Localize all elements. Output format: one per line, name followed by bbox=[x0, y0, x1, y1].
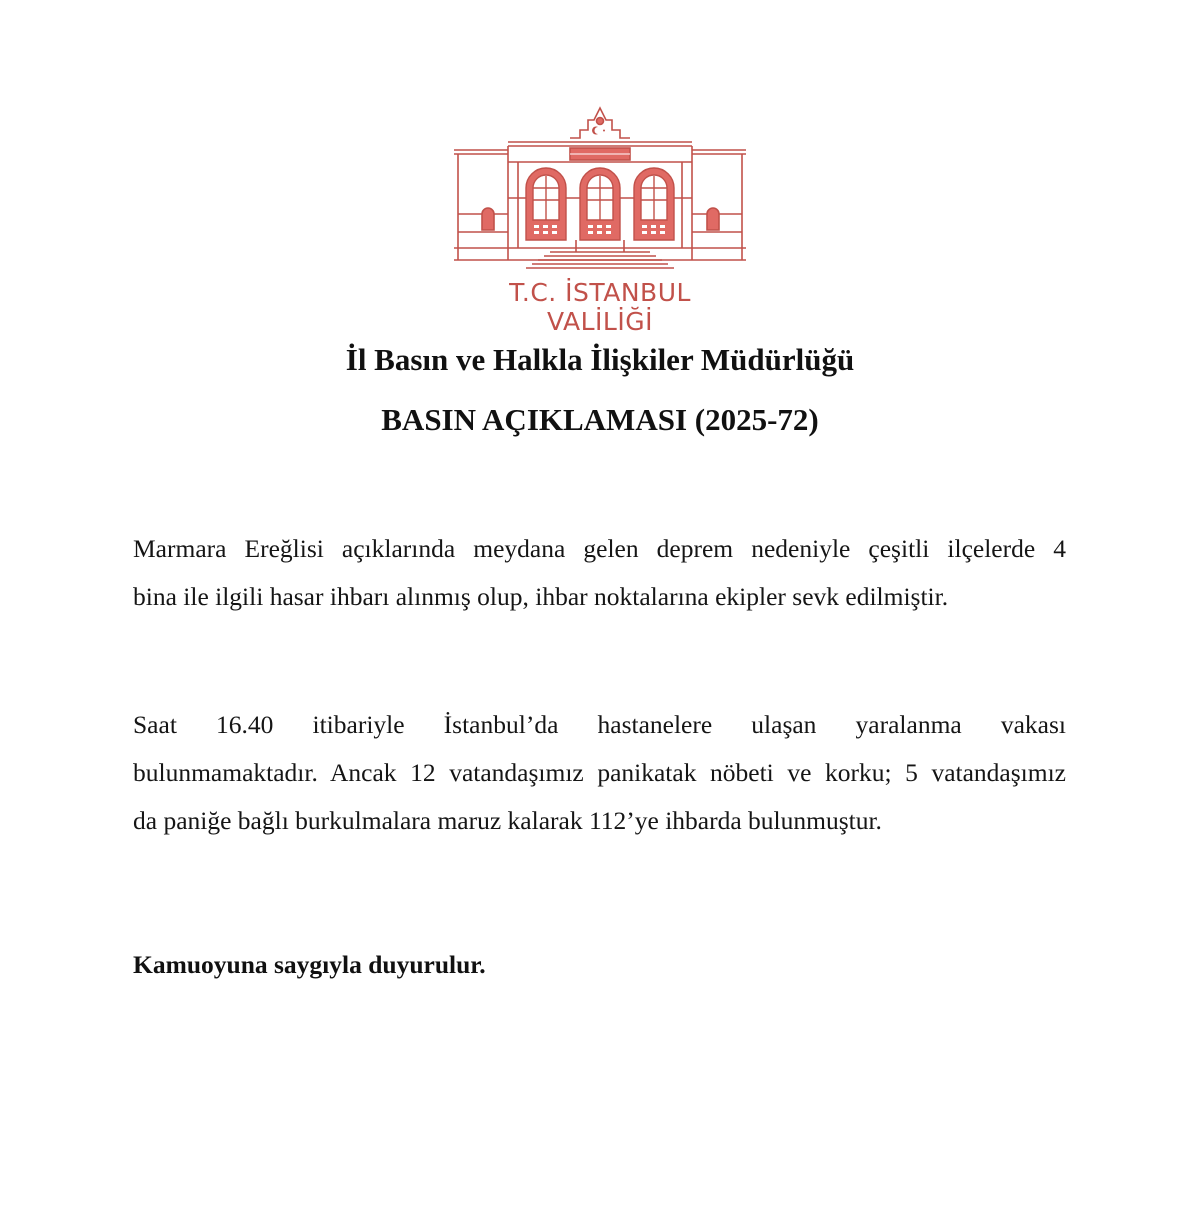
paragraph-line: Marmara Ereğlisi açıklarında meydana gelen deprem nedeniyle çeşitli ilçelerde 4 bbox=[133, 534, 1066, 563]
paragraph-damage-reports bbox=[133, 525, 1066, 621]
istanbul-governorship-logo bbox=[452, 100, 748, 336]
governorship-building-icon bbox=[452, 100, 748, 275]
closing-statement: Kamuoyuna saygıyla duyurulur. bbox=[133, 950, 486, 979]
paragraph-injury-status bbox=[133, 701, 1066, 845]
paragraph-line: Saat 16.40 itibariyle İstanbul’da hastanelere ulaşan yaralanma vakası bbox=[133, 710, 1066, 739]
paragraph-line: bulunmamaktadır. Ancak 12 vatandaşımız panikatak nöbeti ve korku; 5 vatandaşımız bbox=[133, 758, 1066, 787]
paragraph-line: da paniğe bağlı burkulmalara maruz kalarak 112’ye ihbarda bulunmuştur. bbox=[133, 806, 882, 835]
paragraph-line: bina ile ilgili hasar ihbarı alınmış olup, ihbar noktalarına ekipler sevk edilmiştir. bbox=[133, 582, 949, 611]
logo-caption: T.C. İSTANBUL VALİLİĞİ bbox=[509, 278, 691, 336]
press-release-title: BASIN AÇIKLAMASI (2025-72) bbox=[381, 402, 819, 437]
department-heading: İl Basın ve Halkla İlişkiler Müdürlüğü bbox=[345, 342, 855, 377]
